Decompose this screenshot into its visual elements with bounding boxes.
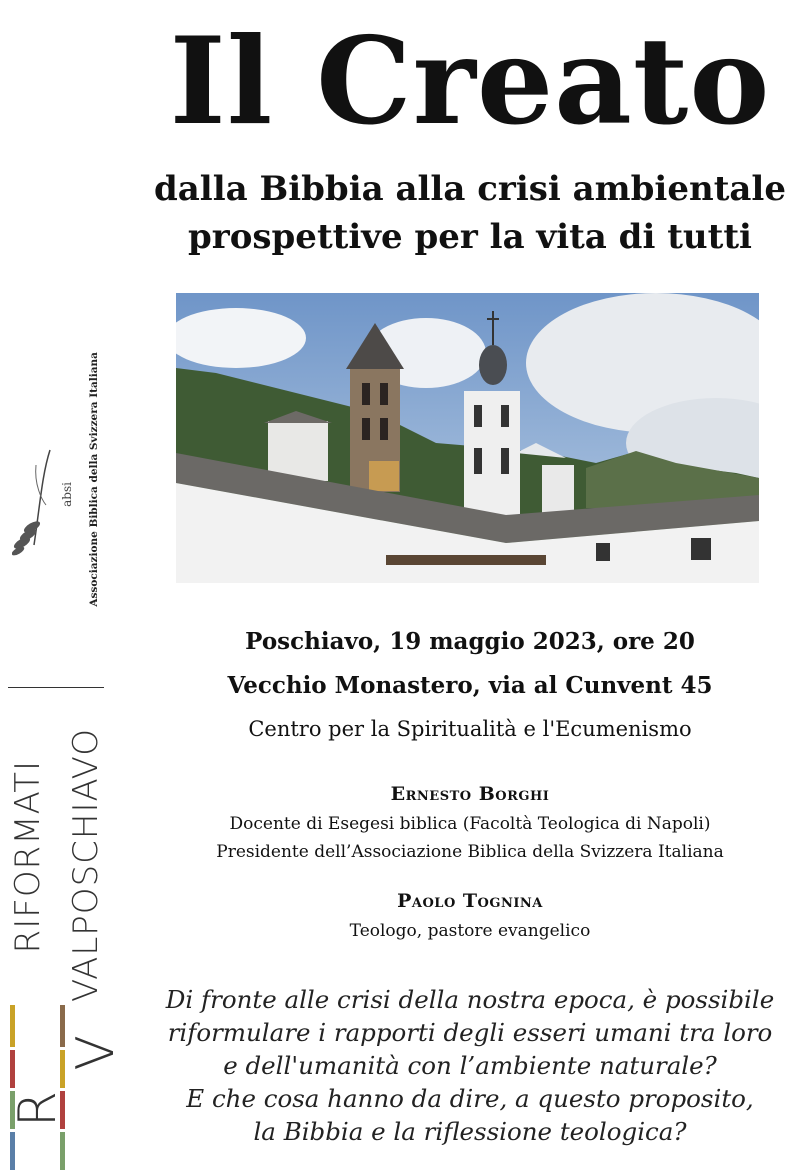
brand-letter-r: R bbox=[8, 1090, 68, 1128]
brand-letter-v: V bbox=[66, 1034, 126, 1071]
association-short: absi bbox=[60, 482, 74, 507]
color-bar bbox=[60, 1005, 65, 1047]
closing-question bbox=[140, 983, 800, 1148]
event-organizer: Centro per la Spiritualità e l'Ecumenismo bbox=[248, 717, 692, 741]
monastery-photo bbox=[176, 293, 759, 583]
speaker-role: Presidente dell’Associazione Biblica della Svizzera Italiana bbox=[216, 842, 724, 862]
question-line: e dell'umanità con l’ambiente naturale? bbox=[223, 1051, 717, 1081]
color-bar bbox=[10, 1005, 15, 1047]
question-line: riformulare i rapporti degli esseri umani tra loro bbox=[167, 1018, 773, 1048]
speaker-name: Ernesto Borghi bbox=[390, 783, 550, 805]
color-bar bbox=[10, 1132, 15, 1170]
question-line: E che cosa hanno da dire, a questo proposito, bbox=[186, 1084, 754, 1114]
page-subtitle bbox=[140, 166, 800, 261]
event-date: Poschiavo, 19 maggio 2023, ore 20 bbox=[245, 628, 695, 655]
subtitle-line-1: dalla Bibbia alla crisi ambientale bbox=[154, 169, 786, 209]
speaker-role: Docente di Esegesi biblica (Facoltà Teologica di Napoli) bbox=[229, 814, 711, 834]
subtitle-line-2: prospettive per la vita di tutti bbox=[188, 216, 752, 257]
brand-word-valposchiavo: VALPOSCHIAVO bbox=[66, 728, 106, 1002]
brand-word-riformati: RIFORMATI bbox=[8, 760, 48, 954]
question-line: la Bibbia e la riflessione teologica? bbox=[253, 1117, 687, 1147]
page-title: Il Creato bbox=[169, 11, 771, 152]
event-venue: Vecchio Monastero, via al Cunvent 45 bbox=[227, 672, 713, 699]
question-line: Di fronte alle crisi della nostra epoca, è possibile bbox=[165, 985, 775, 1014]
color-bar bbox=[10, 1050, 15, 1088]
association-name: Associazione Biblica della Svizzera Italiana bbox=[88, 352, 100, 607]
color-bar bbox=[60, 1132, 65, 1170]
monastery-photo-illustration bbox=[176, 293, 759, 583]
wheat-logo-icon bbox=[12, 445, 60, 560]
speaker-name: Paolo Tognina bbox=[397, 890, 543, 912]
speaker-role: Teologo, pastore evangelico bbox=[349, 921, 591, 941]
divider bbox=[8, 687, 104, 688]
color-bar bbox=[60, 1050, 65, 1088]
